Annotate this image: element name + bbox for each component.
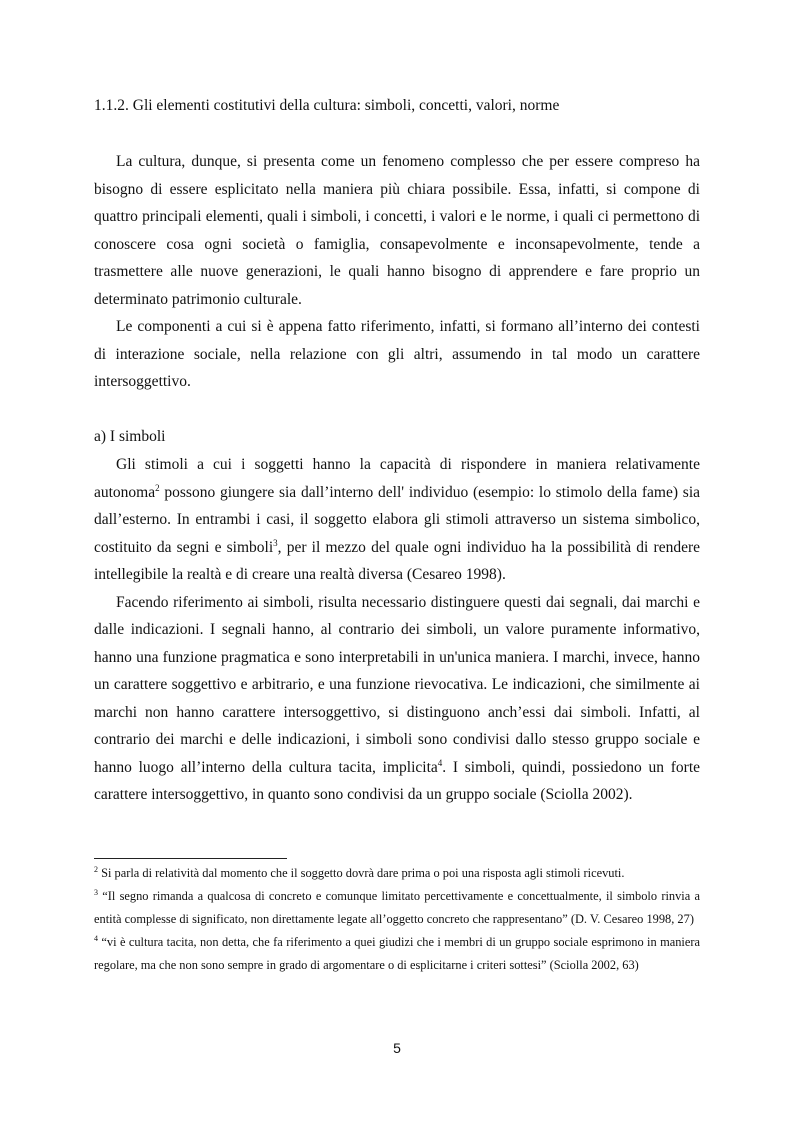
footnote-2: [94, 862, 700, 885]
subsection-title: a) I simboli: [94, 428, 166, 445]
text-run: . I simboli, quindi, possiedono un forte carattere intersoggettivo, in quanto sono condivisi da un gruppo sociale (Sciolla 2002).: [94, 758, 701, 803]
footnote-3: [94, 885, 700, 931]
footnote-number: 3: [94, 888, 98, 897]
footnote-ref-4: 4: [437, 757, 443, 768]
footnote-text: “Il segno rimanda a qualcosa di concreto e comunque limitato percettivamente e concettualmente, il simbolo rinvia a entità complesse di significato, non direttamente legate all’oggetto concreto che rappresentano” (D. V. Cesareo 1998, 27): [94, 889, 700, 926]
intro-paragraph-1: La cultura, dunque, si presenta come un fenomeno complesso che per essere compreso ha bisogno di essere esplicitato nella maniera più chiara possibile. Essa, infatti, si compone di quattro principali elementi, quali i simboli, i concetti, i valori e le norme, i quali ci permettono di conoscere cosa ogni società o famiglia, consapevolmente e inconsapevolmente, tende a trasmettere alle nuove generazioni, le quali hanno bisogno di apprendere e fare proprio un determinato patrimonio culturale.: [94, 153, 700, 308]
footnotes: [94, 862, 700, 977]
symbols-body: [94, 451, 700, 809]
intro-body: [94, 148, 700, 396]
footnote-separator: [94, 858, 287, 859]
footnote-4: [94, 931, 700, 977]
page-number: 5: [393, 1040, 401, 1056]
section-heading: 1.1.2. Gli elementi costitutivi della cultura: simboli, concetti, valori, norme: [94, 97, 560, 114]
footnote-ref-3: 3: [273, 537, 278, 548]
text-run: possono giungere sia dall’interno dell' individuo (esempio: lo stimolo della fame) sia dall’esterno. In entrambi i casi, il soggetto elabora gli stimoli attraverso un sistema simbolico, costituito da segni e simboli: [94, 483, 700, 556]
intro-paragraph-2: Le componenti a cui si è appena fatto riferimento, infatti, si formano all’interno dei contesti di interazione sociale, nella relazione con gli altri, assumendo in tal modo un carattere intersoggettivo.: [94, 318, 700, 390]
text-run: Gli stimoli a cui i soggetti hanno la capacità di rispondere in maniera relativamente autonoma: [94, 456, 700, 501]
footnote-ref-2: 2: [155, 482, 160, 493]
footnote-number: 4: [94, 934, 98, 943]
symbols-paragraph-1: [94, 451, 700, 589]
footnote-text: Si parla di relatività dal momento che il soggetto dovrà dare prima o poi una risposta agli stimoli ricevuti.: [98, 866, 625, 880]
text-run: Facendo riferimento ai simboli, risulta necessario distinguere questi dai segnali, dai marchi e dalle indicazioni. I segnali hanno, al contrario dei simboli, un valore puramente informativo, hanno una funzione pragmatica e sono interpretabili in un'unica maniera. I marchi, invece, hanno un carattere soggettivo e arbitrario, e una funzione rievocativa. Le indicazioni, che similmente ai marchi non hanno carattere intersoggettivo, si distinguono anch’essi dai simboli. Infatti, al contrario dei marchi e delle indicazioni, i simboli sono condivisi dallo stesso gruppo sociale e hanno luogo all’interno della cultura tacita, implicita: [94, 593, 700, 776]
footnote-number: 2: [94, 865, 98, 874]
footnote-text: “vi è cultura tacita, non detta, che fa riferimento a quei giudizi che i membri di un gruppo sociale esprimono in maniera regolare, ma che non sono sempre in grado di argomentare o di esplicitarne i criteri sottesi” (Sciolla 2002, 63): [94, 935, 700, 972]
text-run: , per il mezzo del quale ogni individuo ha la possibilità di rendere intellegibile la realtà e di creare una realtà diversa (Cesareo 1998).: [94, 538, 700, 583]
symbols-paragraph-2: [94, 589, 700, 809]
